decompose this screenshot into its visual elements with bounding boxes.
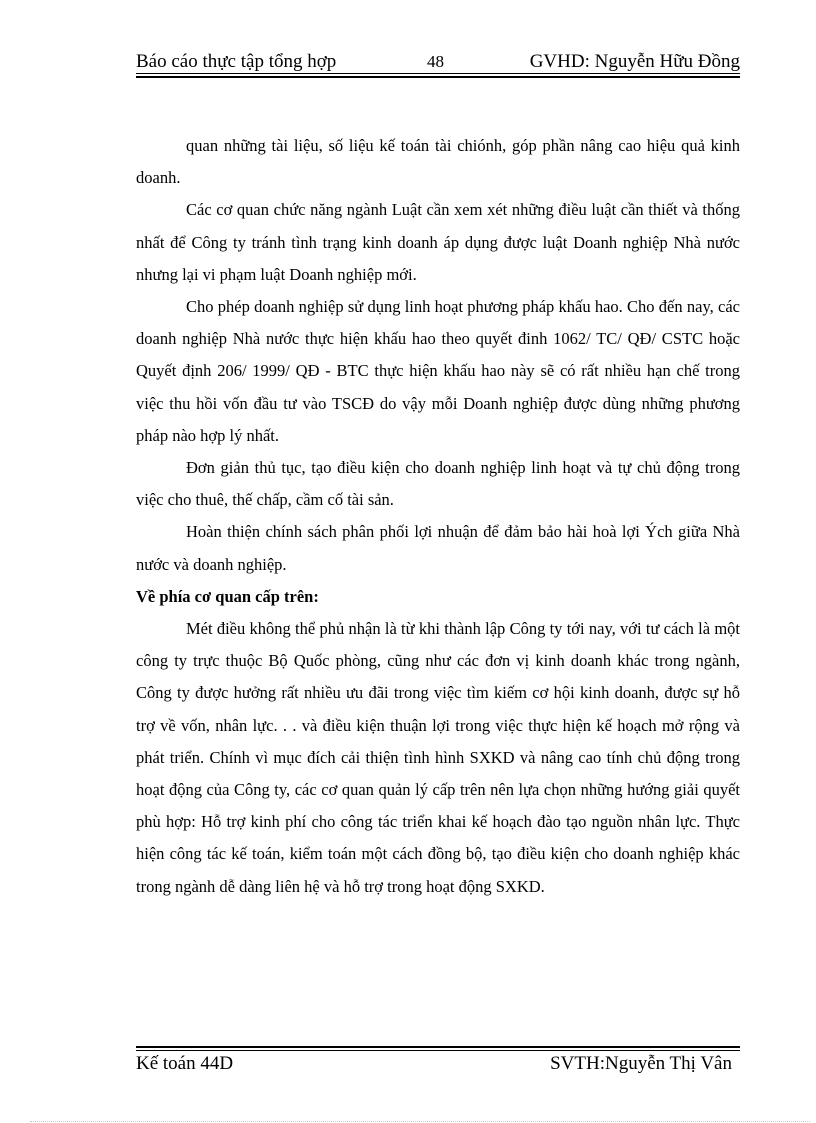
header-divider-thin: [136, 73, 740, 74]
footer-divider-thick: [136, 1046, 740, 1048]
paragraph: quan những tài liệu, số liệu kế toán tài chiónh, góp phần nâng cao hiệu quả kinh doanh.: [136, 136, 740, 188]
page-header: [136, 50, 740, 74]
section-subheading: Về phía cơ quan cấp trên:: [136, 586, 319, 606]
footer-student: SVTH:Nguyễn Thị Vân: [550, 1053, 732, 1074]
paragraph: Cho phép doanh nghiệp sử dụng linh hoạt phương pháp khấu hao. Cho đến nay, các doanh nghiệp Nhà nước thực hiện khấu hao theo quyết đinh 1062/ TC/ QĐ/ CSTC hoặc Quyết định 206/ 1999/ QĐ - BTC thực hiện khấu hao này sẽ có rất nhiều hạn chế trong việc thu hồi vốn đầu tư vào TSCĐ do vậy mỗi Doanh nghiệp được dùng những phương pháp nào hợp lý nhất.: [136, 297, 740, 445]
paragraph: Mét điều không thể phủ nhận là từ khi thành lập Công ty tới nay, với tư cách là một công ty trực thuộc Bộ Quốc phòng, cũng như các đơn vị kinh doanh khác trong ngành, Công ty được hưởng rất nhiều ưu đãi trong việc tìm kiếm cơ hội kinh doanh, được sự hỗ trợ về vốn, nhân lực. . . và điều kiện thuận lợi trong việc thực hiện kế hoạch mở rộng và phát triển. Chính vì mục đích cải thiện tình hình SXKD và nâng cao tính chủ động trong hoạt động của Công ty, các cơ quan quản lý cấp trên nên lựa chọn những hướng giải quyết phù hợp: Hỗ trợ kinh phí cho công tác triển khai kế hoạch đào tạo nguồn nhân lực. Thực hiện công tác kế toán, kiểm toán một cách đồng bộ, tạo điều kiện cho doanh nghiệp khác trong ngành dễ dàng liên hệ và hỗ trợ trong hoạt động SXKD.: [136, 619, 740, 896]
paragraph: Hoàn thiện chính sách phân phối lợi nhuận để đảm bảo hài hoà lợi Ých giữa Nhà nước và doanh nghiệp.: [136, 522, 740, 574]
paragraph: Đơn giản thủ tục, tạo điều kiện cho doanh nghiệp linh hoạt và tự chủ động trong việc cho thuê, thế chấp, cầm cố tài sản.: [136, 458, 740, 510]
header-supervisor: GVHD: Nguyễn Hữu Đồng: [529, 51, 740, 72]
document-body: [136, 130, 740, 903]
page-footer: [136, 1052, 740, 1076]
footer-class: Kế toán 44D: [136, 1053, 234, 1074]
page-number: 48: [427, 52, 444, 71]
footer-divider-thin: [136, 1050, 740, 1051]
page-edge-dots: [30, 1121, 810, 1122]
header-report-title: Báo cáo thực tập tổng hợp: [136, 51, 337, 72]
header-divider-thick: [136, 76, 740, 78]
paragraph: Các cơ quan chức năng ngành Luật cần xem xét những điều luật cần thiết và thống nhất để Công ty tránh tình trạng kinh doanh áp dụng được luật Doanh nghiệp Nhà nước nhưng lại vi phạm luật Doanh nghiệp mới.: [136, 200, 740, 284]
